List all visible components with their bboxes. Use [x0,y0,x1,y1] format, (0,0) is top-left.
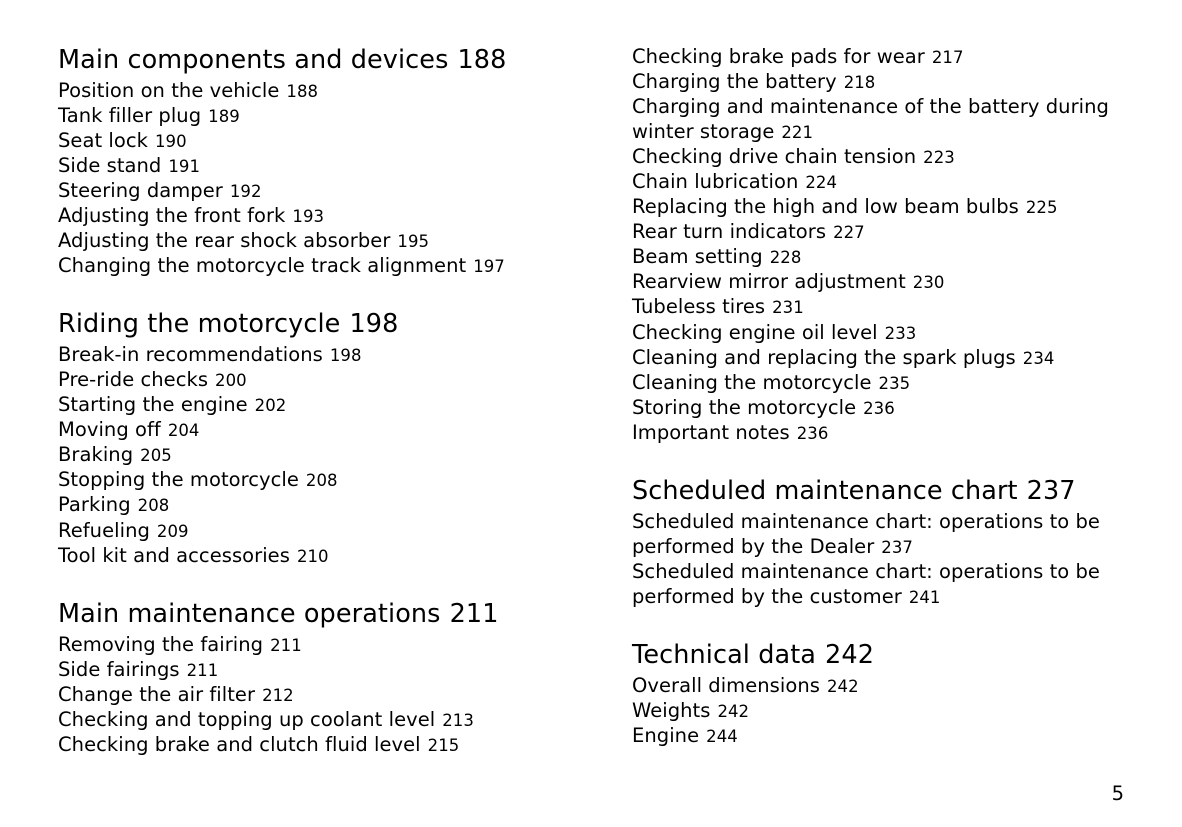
toc-entry-title: Weights [632,698,711,722]
toc-entry-title: Checking and topping up coolant level [58,707,436,731]
toc-entry-page: 237 [881,537,913,557]
toc-entry[interactable] [632,723,1124,748]
toc-entry[interactable] [632,44,1124,69]
toc-section-heading-page: 211 [449,598,499,629]
toc-entry[interactable] [58,657,550,682]
toc-entry-page: 221 [781,123,814,143]
toc-section-heading[interactable] [58,44,550,78]
toc-entry-page: 192 [229,182,262,202]
toc-section [58,44,550,278]
toc-entry-title: Braking [58,443,134,467]
toc-entry-page: 191 [168,157,201,177]
toc-entry-page: 227 [833,223,865,243]
toc-entry-page: 208 [137,496,170,516]
toc-entry-title: Adjusting the rear shock absorber [58,229,391,253]
toc-entry-title: Checking drive chain tension [632,145,917,169]
toc-entry-title: Checking brake and clutch fluid level [58,732,421,756]
toc-entry[interactable] [632,509,1124,559]
toc-entry[interactable] [58,442,550,467]
toc-entry-page: 218 [843,73,876,93]
toc-entry[interactable] [632,294,1124,319]
toc-entry[interactable] [632,559,1124,609]
toc-entry[interactable] [58,153,550,178]
toc-entry[interactable] [58,732,550,757]
toc-entry[interactable] [632,345,1124,370]
toc-entry[interactable] [58,128,550,153]
toc-entry-page: 233 [884,323,917,343]
toc-entry-page: 244 [706,726,738,746]
toc-entry[interactable] [632,420,1124,445]
toc-section [632,639,1124,748]
toc-entry-title: Pre-ride checks [58,368,209,392]
toc-entry-page: 202 [254,396,287,416]
toc-entry-page: 242 [717,701,750,721]
toc-entry-title: Checking brake pads for wear [632,45,925,68]
toc-entry[interactable] [632,169,1124,194]
toc-entry-page: 228 [769,248,802,268]
page-number: 5 [1111,782,1124,805]
toc-entry-page: 208 [305,471,338,491]
toc-entry-title: Replacing the high and low beam bulbs [632,195,1019,219]
toc-entry-page: 212 [262,685,294,705]
toc-entry-title: Rear turn indicators [632,220,827,244]
toc-entry[interactable] [58,392,550,417]
toc-entry[interactable] [632,673,1124,698]
toc-entry-title: Moving off [58,418,161,442]
toc-entry-title: Removing the fairing [58,632,264,656]
toc-entry-page: 217 [931,48,964,67]
toc-columns [58,44,1124,757]
toc-entry[interactable] [58,518,550,543]
toc-entry[interactable] [58,707,550,732]
toc-entry-title: Charging the battery [632,70,837,94]
toc-entry-title: Steering damper [58,179,223,203]
toc-entry-page: 241 [908,587,941,607]
toc-section-heading-title: Main components and devices [58,45,449,75]
toc-entry[interactable] [632,698,1124,723]
toc-entry-page: 230 [912,273,945,293]
toc-entry-page: 213 [442,710,474,730]
toc-entry-page: 197 [473,257,505,277]
toc-entry-page: 211 [186,660,219,680]
toc-entry-title: Cleaning the motorcycle [632,370,872,394]
toc-entry-page: 204 [167,421,200,441]
toc-entry-title: Parking [58,493,131,517]
toc-entry[interactable] [632,144,1124,169]
toc-entry-title: Side fairings [58,657,180,681]
toc-entry-page: 242 [826,676,859,696]
toc-entry-title: Scheduled maintenance chart: operations to be performed by the customer [632,559,1100,608]
toc-entry-page: 188 [286,81,319,101]
toc-section-heading-title: Technical data [632,639,817,670]
toc-entry-page: 236 [796,423,829,443]
toc-entry-title: Seat lock [58,129,148,152]
toc-section-heading-page: 237 [1026,475,1076,506]
toc-entry[interactable] [58,178,550,203]
toc-entry[interactable] [632,395,1124,420]
toc-entry-title: Stopping the motorcycle [58,468,299,492]
toc-section-heading-page: 198 [349,309,399,340]
toc-entry[interactable] [58,342,550,367]
toc-entry[interactable] [58,632,550,657]
toc-section [58,598,550,757]
toc-entry-title: Storing the motorcycle [632,395,857,419]
toc-entry-title: Tool kit and accessories [58,543,290,567]
toc-section-heading-page: 242 [825,639,875,670]
toc-entry[interactable] [58,467,550,492]
toc-entry[interactable] [58,103,550,128]
toc-section-heading[interactable] [632,475,1124,509]
toc-entry-title: Starting the engine [58,393,248,417]
toc-entry-title: Beam setting [632,245,763,269]
toc-section [58,308,550,567]
toc-entry-title: Scheduled maintenance chart: operations to be performed by the Dealer [632,509,1100,558]
toc-entry-page: 234 [1022,348,1055,368]
toc-entry-page: 215 [427,735,460,755]
toc-entry[interactable] [58,228,550,253]
toc-left-column [58,44,550,757]
toc-entry-title: Refueling [58,518,150,542]
toc-entry-title: Cleaning and replacing the spark plugs [632,345,1016,369]
toc-entry[interactable] [58,78,550,103]
toc-entry-page: 236 [863,398,895,418]
toc-entry-page: 224 [805,173,838,193]
toc-section-heading-title: Scheduled maintenance chart [632,475,1018,506]
toc-entry-page: 189 [208,106,240,126]
toc-entry-page: 198 [329,346,362,366]
toc-entry[interactable] [58,203,550,228]
toc-entry[interactable] [58,253,550,278]
toc-entry-title: Rearview mirror adjustment [632,270,906,294]
toc-entry[interactable] [58,367,550,392]
toc-entry[interactable] [632,219,1124,244]
toc-entry-title: Important notes [632,420,790,444]
toc-entry-page: 209 [156,521,189,541]
toc-entry[interactable] [632,370,1124,395]
toc-entry-title: Tubeless tires [632,295,766,319]
toc-entry-title: Overall dimensions [632,673,820,697]
toc-entry-title: Change the air filter [58,682,256,706]
toc-entry-page: 225 [1025,198,1058,218]
toc-entry[interactable] [632,244,1124,269]
toc-right-column [632,44,1124,757]
toc-entry-title: Chain lubrication [632,170,799,194]
toc-entry[interactable] [632,269,1124,294]
toc-section-heading-title: Main maintenance operations [58,598,441,629]
toc-entry[interactable] [58,417,550,442]
toc-entry[interactable] [632,320,1124,345]
toc-entry-title: Engine [632,723,700,747]
toc-section [632,44,1124,445]
toc-entry-title: Adjusting the front fork [58,204,286,228]
toc-section-heading-page: 188 [457,45,507,75]
toc-entry[interactable] [632,94,1124,144]
toc-entry-page: 195 [397,232,430,252]
toc-entry-page: 211 [270,635,302,655]
toc-entry-page: 193 [292,207,325,227]
toc-entry[interactable] [58,543,550,568]
toc-entry-title: Break-in recommendations [58,343,323,367]
toc-entry-page: 231 [772,298,804,318]
toc-entry-title: Position on the vehicle [58,78,280,102]
toc-entry-title: Charging and maintenance of the battery during winter storage [632,95,1109,144]
toc-section [632,475,1124,609]
toc-entry-page: 190 [154,132,187,151]
toc-entry-page: 205 [140,446,172,466]
toc-entry-page: 210 [296,546,329,566]
toc-section-heading[interactable] [632,639,1124,673]
toc-section-heading[interactable] [58,598,550,632]
toc-section-heading[interactable] [58,308,550,342]
toc-entry[interactable] [632,69,1124,94]
toc-entry-title: Checking engine oil level [632,320,878,344]
toc-entry-title: Side stand [58,154,162,178]
toc-entry[interactable] [58,492,550,517]
toc-entry-page: 223 [923,148,955,168]
toc-entry-page: 200 [215,371,247,391]
toc-entry[interactable] [632,194,1124,219]
toc-entry-page: 235 [878,373,911,393]
toc-section-heading-title: Riding the motorcycle [58,309,341,340]
toc-entry[interactable] [58,682,550,707]
toc-entry-title: Changing the motorcycle track alignment [58,254,467,278]
toc-entry-title: Tank filler plug [58,103,202,127]
